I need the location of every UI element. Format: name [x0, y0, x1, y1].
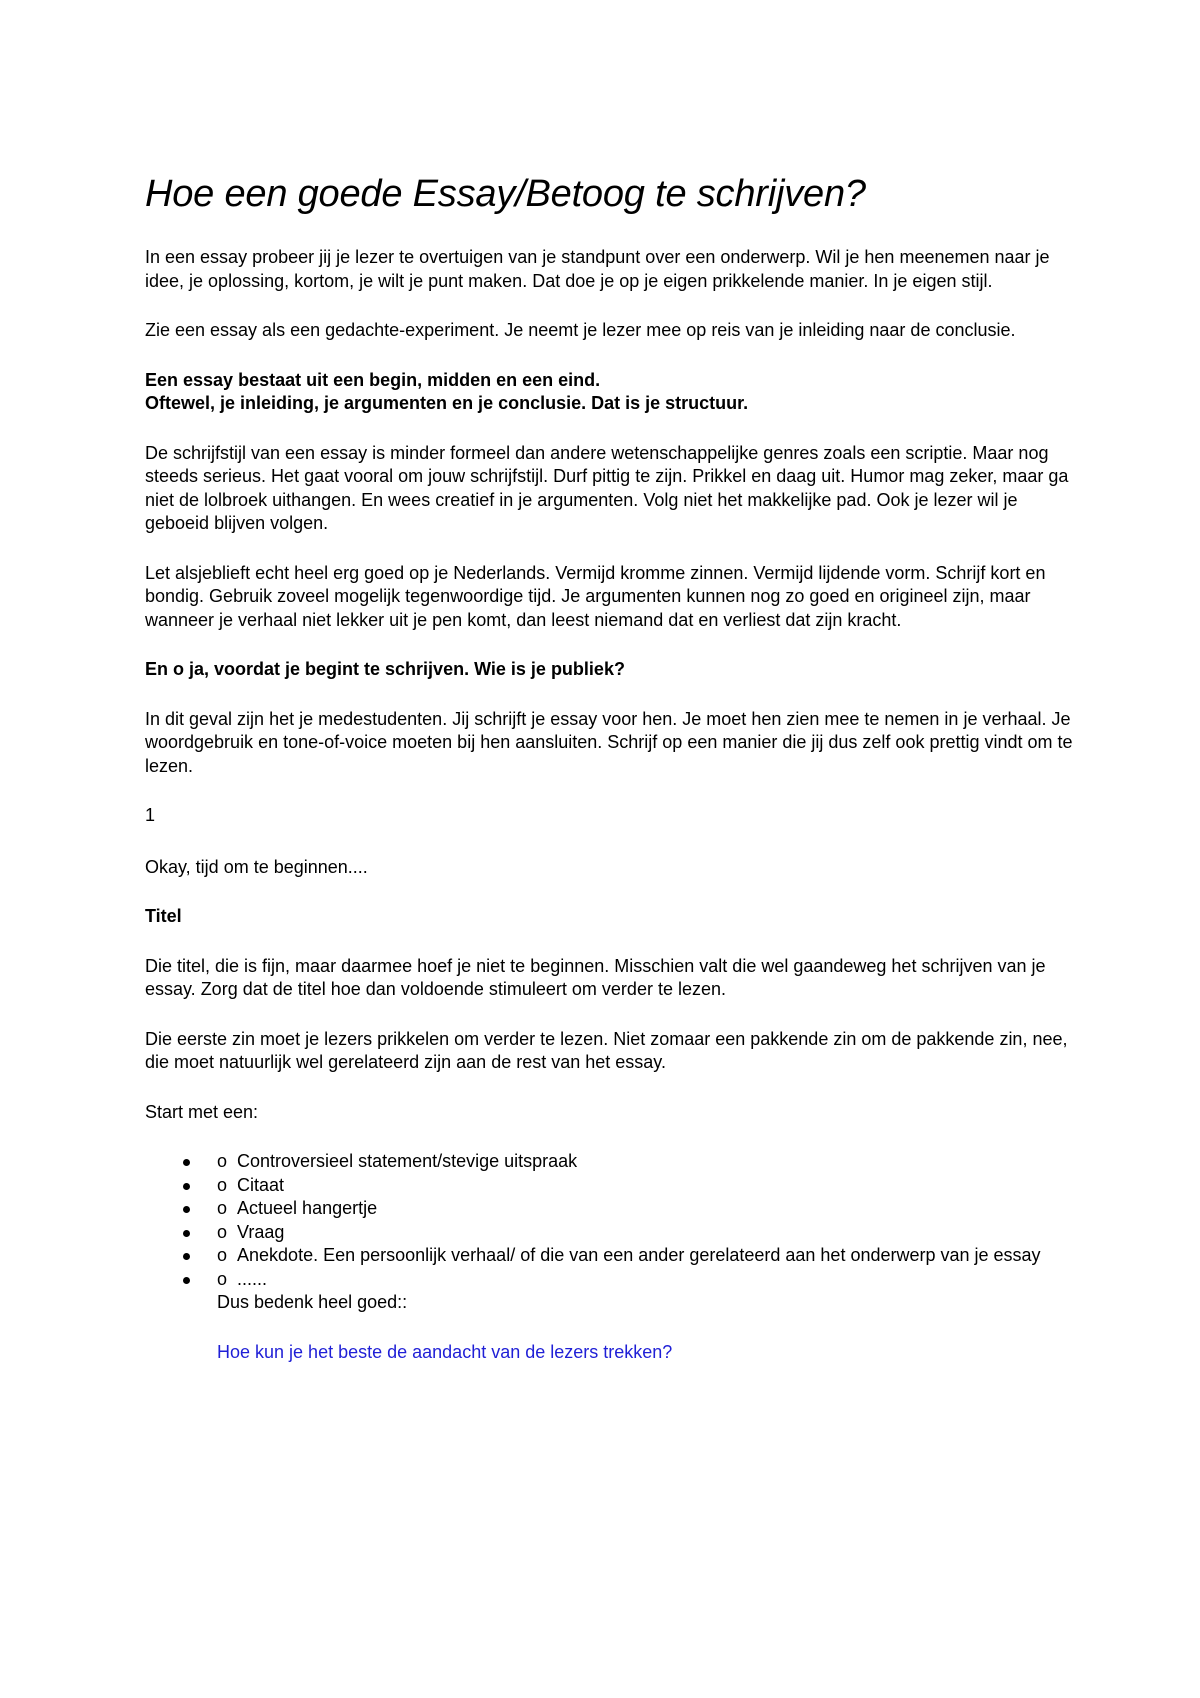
- list-item-text: Actueel hangertje: [237, 1198, 378, 1218]
- list-marker: o: [217, 1245, 228, 1265]
- list-item: [183, 1174, 1075, 1198]
- first-sentence-paragraph: Die eerste zin moet je lezers prikkelen om verder te lezen. Niet zomaar een pakkende zin om de pakkende zin, nee, die moet natuurlijk wel gerelateerd zijn aan de rest van het essay.: [145, 1028, 1068, 1072]
- bullet-icon: [183, 1159, 190, 1166]
- list-item-text: Citaat: [237, 1174, 285, 1195]
- structure-line-2: Oftewel, je inleiding, je argumenten en je conclusie. Dat is je structuur.: [145, 393, 749, 413]
- list-marker: o: [217, 1268, 228, 1289]
- bullet-icon: [183, 1253, 190, 1260]
- dutch-language-paragraph: Let alsjeblieft echt heel erg goed op je Nederlands. Vermijd kromme zinnen. Vermijd lijdende vorm. Schrijf kort en bondig. Gebruik zoveel mogelijk tegenwoordige tijd. Je argumenten kunnen nog zo goed en origineel zijn, maar wanneer je verhaal niet lekker uit je pen komt, dan leest niemand dat en verliest dat zijn kracht.: [145, 562, 1046, 630]
- list-item: [183, 1268, 1075, 1292]
- audience-paragraph: In dit geval zijn het je medestudenten. Jij schrijft je essay voor hen. Je moet hen zien mee te nemen in je verhaal. Je woordgebruik en tone-of-voice moeten bij hen aansluiten. Schrijf op een manier die jij dus zelf ook prettig vindt om te lezen.: [145, 708, 1073, 776]
- structure-line-1: Een essay bestaat uit een begin, midden en een eind.: [145, 369, 601, 390]
- titel-paragraph: Die titel, die is fijn, maar daarmee hoef je niet te beginnen. Misschien valt die wel gaandeweg het schrijven van je essay. Zorg dat de titel hoe dan voldoende stimuleert om verder te lezen.: [145, 955, 1046, 999]
- audience-heading: En o ja, voordat je begint te schrijven. Wie is je publiek?: [145, 659, 625, 679]
- bullet-icon: [183, 1183, 190, 1190]
- list-item: [183, 1221, 1075, 1245]
- intro-paragraph: In een essay probeer jij je lezer te overtuigen van je standpunt over een onderwerp. Wil je hen meenemen naar je idee, je oplossing, kortom, je wilt je punt maken. Dat doe je op je eigen prikkelende manier. In je eigen stijl.: [145, 247, 1050, 291]
- bullet-icon: [183, 1206, 190, 1213]
- start-with-label: Start met een:: [145, 1101, 259, 1122]
- document-page: [145, 172, 1075, 1364]
- list-item: [183, 1197, 1075, 1221]
- bullet-icon: [183, 1277, 190, 1284]
- list-marker: o: [217, 1198, 228, 1218]
- bullet-icon: [183, 1230, 190, 1237]
- writing-style-paragraph: De schrijfstijl van een essay is minder formeel dan andere wetenschappelijke genres zoals een scriptie. Maar nog steeds serieus. Het gaat vooral om jouw schrijfstijl. Durf pittig te zijn. Prikkel en daag uit. Humor mag zeker, maar ga niet de lolbroek uithangen. En wees creatief in je argumenten. Volg niet het makkelijke pad. Ook je lezer wil je geboeid blijven volgen.: [145, 442, 1069, 533]
- page-number: 1: [145, 805, 156, 825]
- start-paragraph: Okay, tijd om te beginnen....: [145, 856, 368, 877]
- list-marker: o: [217, 1151, 228, 1171]
- attention-question: Hoe kun je het beste de aandacht van de lezers trekken?: [217, 1341, 673, 1362]
- opening-options-list: [145, 1150, 1075, 1291]
- list-marker: o: [217, 1221, 228, 1242]
- titel-heading: Titel: [145, 906, 182, 926]
- gedachte-experiment-paragraph: Zie een essay als een gedachte-experiment. Je neemt je lezer mee op reis van je inleiding naar de conclusie.: [145, 320, 1016, 340]
- list-item-text: Controversieel statement/stevige uitspraak: [237, 1151, 578, 1171]
- document-title: Hoe een goede Essay/Betoog te schrijven?: [145, 173, 866, 215]
- list-marker: o: [217, 1174, 228, 1195]
- list-item: [183, 1244, 1075, 1268]
- structure-statement: [145, 369, 1075, 416]
- after-list-block: [145, 1291, 1075, 1364]
- list-item-text: ......: [237, 1268, 268, 1289]
- reflect-line: Dus bedenk heel goed::: [217, 1292, 408, 1312]
- list-item: [183, 1150, 1075, 1174]
- list-item-text: Anekdote. Een persoonlijk verhaal/ of die van een ander gerelateerd aan het onderwerp van je essay: [237, 1245, 1041, 1265]
- list-item-text: Vraag: [237, 1221, 285, 1242]
